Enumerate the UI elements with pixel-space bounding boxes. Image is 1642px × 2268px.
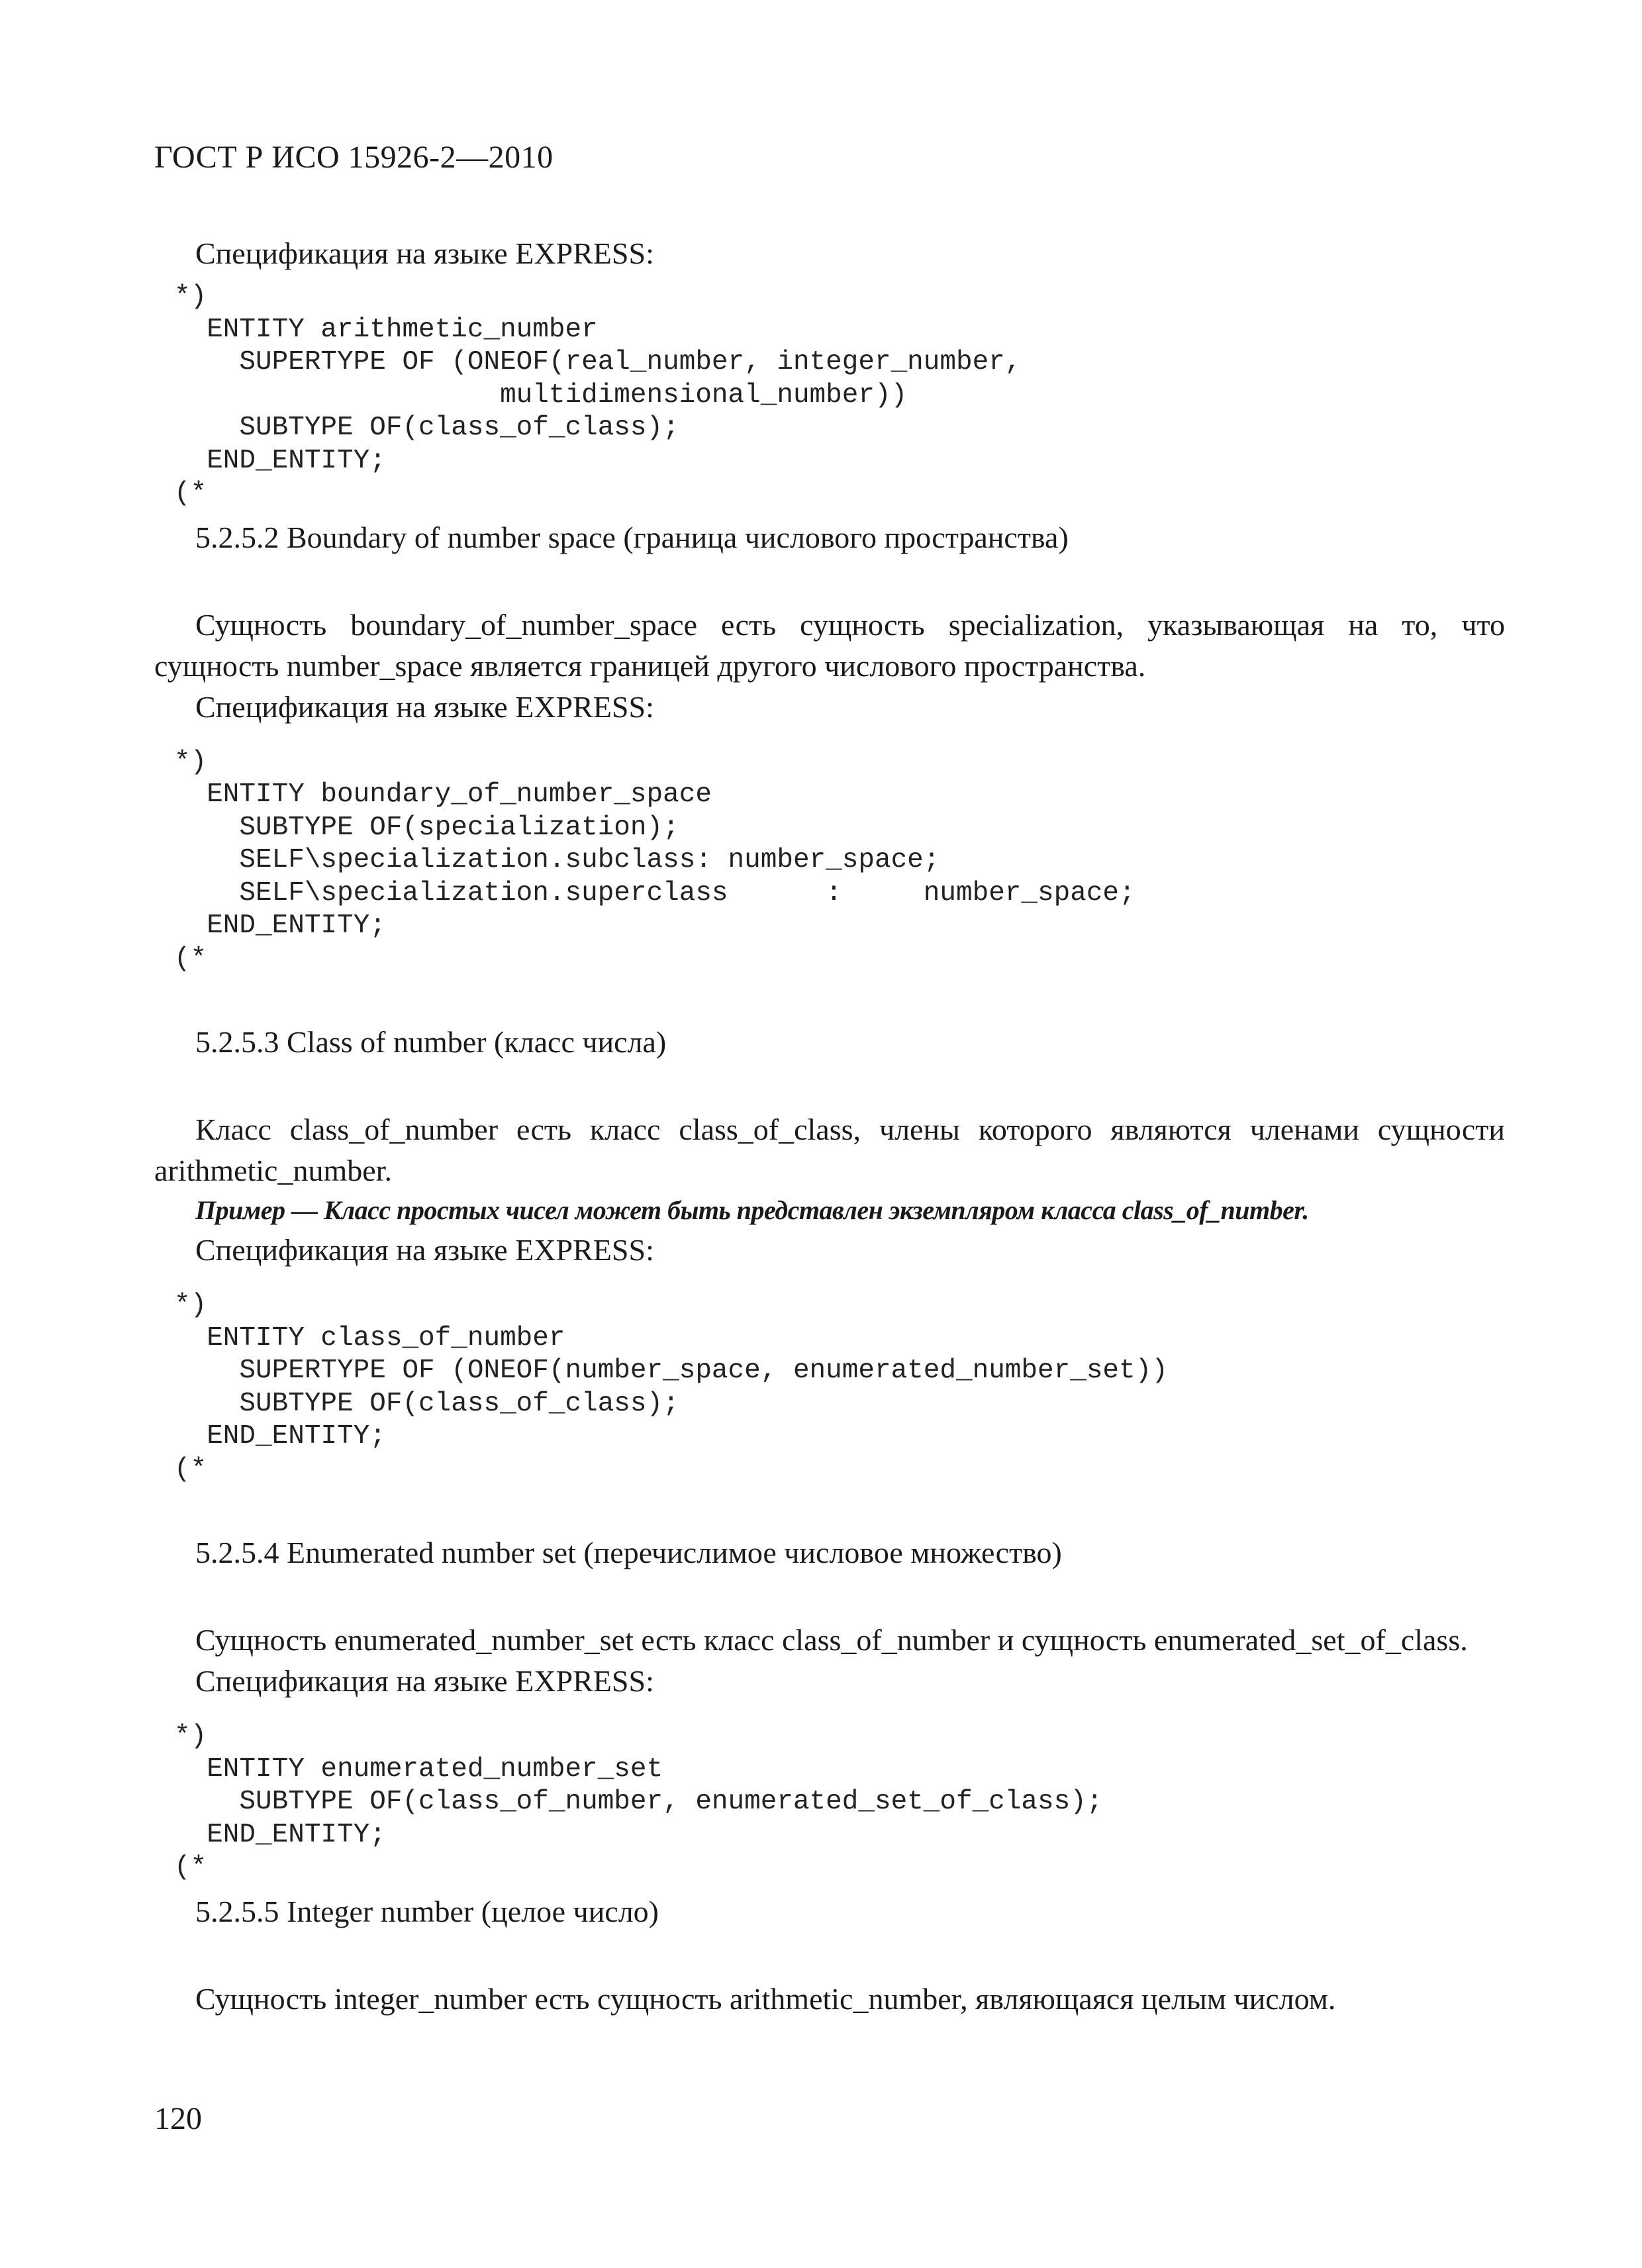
paragraph-integer-number: Сущность integer_number есть сущность arithmetic_number, являющаяся целым числом. — [195, 1981, 1336, 2016]
express-spec-label: Спецификация на языке EXPRESS: — [195, 1233, 654, 1267]
express-code-enumerated-number-set: *) ENTITY enumerated_number_set SUBTYPE OF(class_of_number, enumerated_set_of_class); END_ENTITY; (* — [174, 1721, 1103, 1883]
document-header: ГОСТ Р ИСО 15926-2—2010 — [154, 140, 554, 175]
paragraph-boundary-of-number-space: Сущность boundary_of_number_space есть сущность specialization, указывающая на то, что сущность number_space является границей другого числового пространства. — [154, 607, 1505, 683]
express-spec-label: Спецификация на языке EXPRESS: — [195, 1664, 654, 1698]
paragraph-enumerated-number-set: Сущность enumerated_number_set есть класс class_of_number и сущность enumerated_set_of_class. — [195, 1623, 1468, 1657]
section-heading-5-2-5-3: 5.2.5.3 Class of number (класс числа) — [195, 1025, 667, 1059]
express-code-arithmetic-number: *) ENTITY arithmetic_number SUPERTYPE OF (ONEOF(real_number, integer_number, multidimensional_number)) SUBTYPE OF(class_of_class); END_ENTITY; (* — [174, 281, 1022, 509]
section-heading-5-2-5-2: 5.2.5.2 Boundary of number space (граница числового пространства) — [195, 520, 1069, 554]
express-code-boundary-of-number-space: *) ENTITY boundary_of_number_space SUBTYPE OF(specialization); SELF\specialization.subclass: number_space; SELF\specialization.superclass : number_space; END_ENTITY; (* — [174, 746, 1135, 974]
express-code-class-of-number: *) ENTITY class_of_number SUPERTYPE OF (ONEOF(number_space, enumerated_number_set)) SUBTYPE OF(class_of_class); END_ENTITY; (* — [174, 1290, 1168, 1485]
example-note: Пример — Класс простых чисел может быть представлен экземпляром класса class_of_number. — [195, 1195, 1309, 1225]
express-spec-label: Спецификация на языке EXPRESS: — [195, 236, 654, 270]
document-body — [154, 233, 1505, 2020]
page-number: 120 — [154, 2101, 202, 2136]
section-heading-5-2-5-4: 5.2.5.4 Enumerated number set (перечислимое числовое множество) — [195, 1536, 1062, 1569]
express-spec-label: Спецификация на языке EXPRESS: — [195, 689, 654, 724]
section-heading-5-2-5-5: 5.2.5.5 Integer number (целое число) — [195, 1894, 659, 1928]
paragraph-class-of-number: Класс class_of_number есть класс class_of_class, члены которого являются членами сущности arithmetic_number. — [154, 1112, 1505, 1187]
